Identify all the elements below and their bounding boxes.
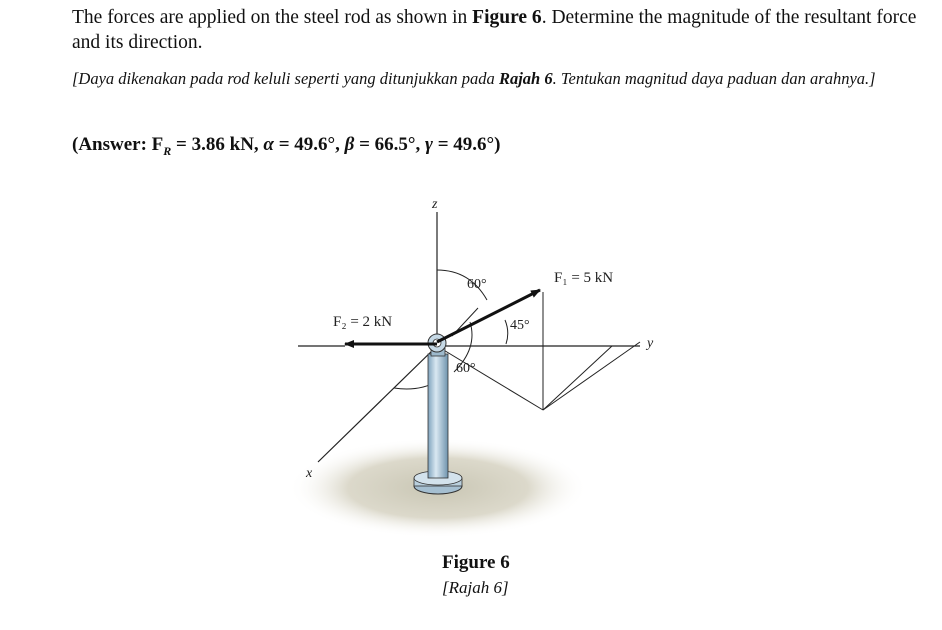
projection-diagonal [437,346,543,410]
steel-rod [428,354,448,478]
f1-label: F₁ = 5 kN [554,270,614,286]
angle-top-label: 60° [467,277,487,292]
question-malay: [Daya dikenakan pada rod keluli seperti yang ditunjukkan pada Rajah 6. Tentukan magnitud daya paduan dan arahnya.] [72,69,876,88]
projection-right [543,346,612,410]
angle-mid-label: 60° [456,361,476,376]
f2-label: F₂ = 2 kN [333,314,393,330]
z-axis-label: z [432,197,438,212]
answer-line: (Answer: $F_R = 3.86$ kN, α = 49.6°, β = 66.5°, γ = 49.6°) [72,134,501,158]
figure-6-diagram [0,180,942,550]
y-axis-label: y [647,336,654,351]
angle-right-label: 45° [510,318,530,333]
rajah-ref: Rajah 6 [498,69,553,88]
x-axis-label: x [306,466,313,481]
projection-plane-edge [543,342,640,410]
question-english: The forces are applied on the steel rod as shown in Figure 6. Determine the magnitude of the resultant force and its direction. [72,7,917,53]
figure-ref: Figure 6 [472,7,542,28]
force-f1-arrow [437,290,540,342]
angle-arc-right [505,320,508,344]
figure-caption: Figure 6 [442,552,510,573]
figure-caption-malay: [Rajah 6] [442,578,509,597]
